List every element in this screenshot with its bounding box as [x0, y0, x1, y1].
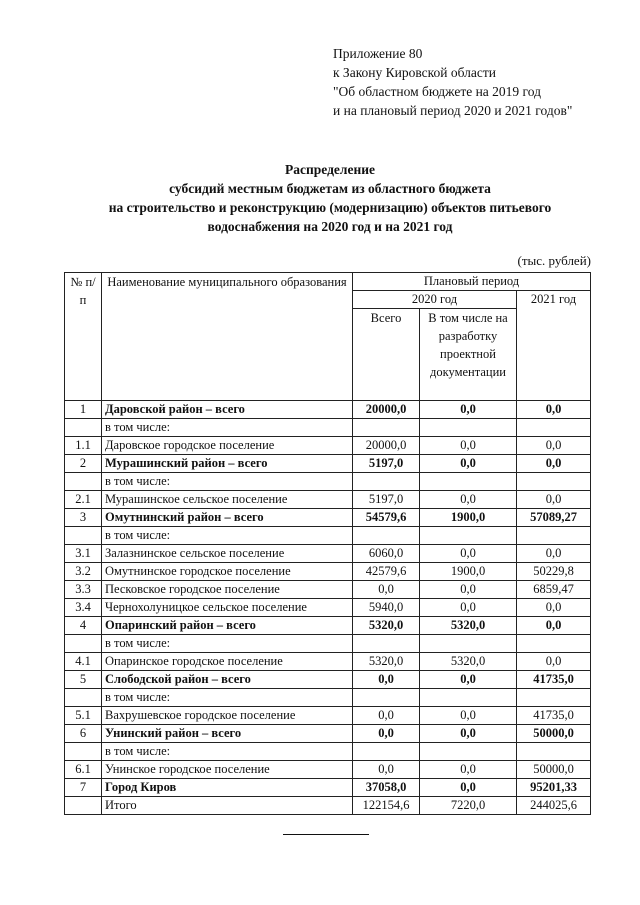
header-name: Наименование муниципального образования [102, 273, 353, 401]
row-name: Мурашинское сельское поселение [102, 491, 353, 509]
table-row [65, 491, 591, 509]
row-num: 1.1 [65, 437, 102, 455]
row-num: 3.4 [65, 599, 102, 617]
row-value-2021 [517, 473, 591, 491]
row-value-design: 0,0 [420, 599, 517, 617]
row-value-design: 5320,0 [420, 617, 517, 635]
row-name: Песковское городское поселение [102, 581, 353, 599]
row-name: Вахрушевское городское поселение [102, 707, 353, 725]
row-num: 7 [65, 779, 102, 797]
row-value-2020: 54579,6 [353, 509, 420, 527]
row-num: 2.1 [65, 491, 102, 509]
row-num: 3.3 [65, 581, 102, 599]
row-num: 5 [65, 671, 102, 689]
row-value-design [420, 689, 517, 707]
row-value-2021: 95201,33 [517, 779, 591, 797]
row-value-2021: 0,0 [517, 599, 591, 617]
table-row [65, 527, 591, 545]
row-name: Омутнинский район – всего [102, 509, 353, 527]
row-value-design: 0,0 [420, 401, 517, 419]
table-row [65, 509, 591, 527]
row-name: Даровской район – всего [102, 401, 353, 419]
row-value-design [420, 527, 517, 545]
table-row [65, 779, 591, 797]
row-num [65, 473, 102, 491]
table-row [65, 437, 591, 455]
row-value-2021: 0,0 [517, 401, 591, 419]
row-value-2020 [353, 689, 420, 707]
row-value-2021: 0,0 [517, 455, 591, 473]
row-name: Чернохолуницкое сельское поселение [102, 599, 353, 617]
table-row [65, 797, 591, 815]
row-value-2020: 0,0 [353, 707, 420, 725]
row-num [65, 527, 102, 545]
row-value-2020: 5320,0 [353, 617, 420, 635]
row-name: Опаринский район – всего [102, 617, 353, 635]
row-value-2021: 41735,0 [517, 671, 591, 689]
row-value-design: 0,0 [420, 761, 517, 779]
row-value-2021: 0,0 [517, 491, 591, 509]
row-name: в том числе: [102, 527, 353, 545]
row-value-2021 [517, 743, 591, 761]
row-name: Залазнинское сельское поселение [102, 545, 353, 563]
row-value-2021: 50000,0 [517, 761, 591, 779]
row-name: в том числе: [102, 473, 353, 491]
row-value-2020: 42579,6 [353, 563, 420, 581]
row-value-design: 1900,0 [420, 563, 517, 581]
annex-line-1: Приложение 80 [333, 46, 423, 61]
table-row [65, 455, 591, 473]
row-value-2020 [353, 635, 420, 653]
row-num [65, 689, 102, 707]
row-name: Унинское городское поселение [102, 761, 353, 779]
row-value-2021 [517, 635, 591, 653]
row-num [65, 743, 102, 761]
row-value-2020: 0,0 [353, 725, 420, 743]
row-value-2021: 50229,8 [517, 563, 591, 581]
row-value-design: 0,0 [420, 491, 517, 509]
header-total: Всего [353, 309, 420, 401]
row-name: Унинский район – всего [102, 725, 353, 743]
row-value-2020: 37058,0 [353, 779, 420, 797]
header-2020: 2020 год [353, 291, 517, 309]
row-value-2020 [353, 527, 420, 545]
row-name: Город Киров [102, 779, 353, 797]
row-name: Мурашинский район – всего [102, 455, 353, 473]
row-name: Итого [102, 797, 353, 815]
row-value-design [420, 419, 517, 437]
row-value-design: 0,0 [420, 581, 517, 599]
table-row [65, 581, 591, 599]
row-value-2020: 6060,0 [353, 545, 420, 563]
annex-header [333, 44, 572, 120]
table-row [65, 545, 591, 563]
row-name: в том числе: [102, 419, 353, 437]
row-value-2021: 0,0 [517, 653, 591, 671]
table-row [65, 473, 591, 491]
row-value-2021: 41735,0 [517, 707, 591, 725]
row-num: 1 [65, 401, 102, 419]
budget-table [64, 272, 591, 815]
annex-line-4: и на плановый период 2020 и 2021 годов" [333, 103, 573, 118]
row-value-2020: 5940,0 [353, 599, 420, 617]
row-value-2021: 244025,6 [517, 797, 591, 815]
row-value-design: 0,0 [420, 671, 517, 689]
table-row [65, 707, 591, 725]
row-value-design: 0,0 [420, 545, 517, 563]
row-value-2020: 0,0 [353, 581, 420, 599]
row-value-2020 [353, 743, 420, 761]
row-value-design: 0,0 [420, 725, 517, 743]
row-value-design [420, 635, 517, 653]
header-num: № п/п [65, 273, 102, 401]
row-value-design: 0,0 [420, 779, 517, 797]
table-row [65, 653, 591, 671]
table-row [65, 635, 591, 653]
table-row [65, 743, 591, 761]
table-row [65, 599, 591, 617]
row-value-2021: 57089,27 [517, 509, 591, 527]
row-value-2021 [517, 527, 591, 545]
row-value-design: 7220,0 [420, 797, 517, 815]
row-num: 3.1 [65, 545, 102, 563]
document-title [60, 160, 600, 236]
row-value-2020: 122154,6 [353, 797, 420, 815]
row-name: в том числе: [102, 689, 353, 707]
row-value-2020: 5197,0 [353, 491, 420, 509]
row-name: Опаринское городское поселение [102, 653, 353, 671]
row-name: в том числе: [102, 743, 353, 761]
header-2021: 2021 год [517, 291, 591, 401]
row-value-2021 [517, 419, 591, 437]
annex-line-3: "Об областном бюджете на 2019 год [333, 84, 541, 99]
row-value-2021: 6859,47 [517, 581, 591, 599]
row-name: Слободской район – всего [102, 671, 353, 689]
header-period: Плановый период [353, 273, 591, 291]
row-num: 6 [65, 725, 102, 743]
row-value-2020: 0,0 [353, 671, 420, 689]
row-value-2020: 20000,0 [353, 401, 420, 419]
row-value-design [420, 473, 517, 491]
table-row [65, 725, 591, 743]
table-row [65, 761, 591, 779]
row-value-2020 [353, 419, 420, 437]
title-line-2: субсидий местным бюджетам из областного бюджета [169, 181, 491, 196]
row-num: 2 [65, 455, 102, 473]
row-num [65, 797, 102, 815]
bottom-rule [283, 834, 369, 835]
title-line-4: водоснабжения на 2020 год и на 2021 год [207, 219, 453, 234]
row-value-2020: 5197,0 [353, 455, 420, 473]
row-num: 3.2 [65, 563, 102, 581]
table-row [65, 671, 591, 689]
row-value-2021: 0,0 [517, 545, 591, 563]
table-row [65, 419, 591, 437]
row-num: 6.1 [65, 761, 102, 779]
table-row [65, 689, 591, 707]
row-value-2021 [517, 689, 591, 707]
row-value-2020: 5320,0 [353, 653, 420, 671]
row-value-design: 1900,0 [420, 509, 517, 527]
row-num: 3 [65, 509, 102, 527]
row-num: 5.1 [65, 707, 102, 725]
row-name: в том числе: [102, 635, 353, 653]
header-incl-design: В том числе на разработку проектной документации [420, 309, 517, 401]
annex-line-2: к Закону Кировской области [333, 65, 497, 80]
row-value-2020: 20000,0 [353, 437, 420, 455]
row-num: 4 [65, 617, 102, 635]
row-value-2021: 0,0 [517, 437, 591, 455]
title-line-1: Распределение [284, 162, 376, 177]
row-value-design: 0,0 [420, 455, 517, 473]
row-value-2021: 50000,0 [517, 725, 591, 743]
unit-label: (тыс. рублей) [517, 253, 591, 268]
row-value-design: 0,0 [420, 707, 517, 725]
row-name: Даровское городское поселение [102, 437, 353, 455]
row-value-2020: 0,0 [353, 761, 420, 779]
table-row [65, 563, 591, 581]
table-row [65, 401, 591, 419]
table-row [65, 617, 591, 635]
row-value-design [420, 743, 517, 761]
row-num [65, 635, 102, 653]
row-value-design: 5320,0 [420, 653, 517, 671]
title-line-3: на строительство и реконструкцию (модернизацию) объектов питьевого [108, 200, 552, 215]
row-value-2021: 0,0 [517, 617, 591, 635]
row-num [65, 419, 102, 437]
row-num: 4.1 [65, 653, 102, 671]
row-name: Омутнинское городское поселение [102, 563, 353, 581]
row-value-2020 [353, 473, 420, 491]
row-value-design: 0,0 [420, 437, 517, 455]
